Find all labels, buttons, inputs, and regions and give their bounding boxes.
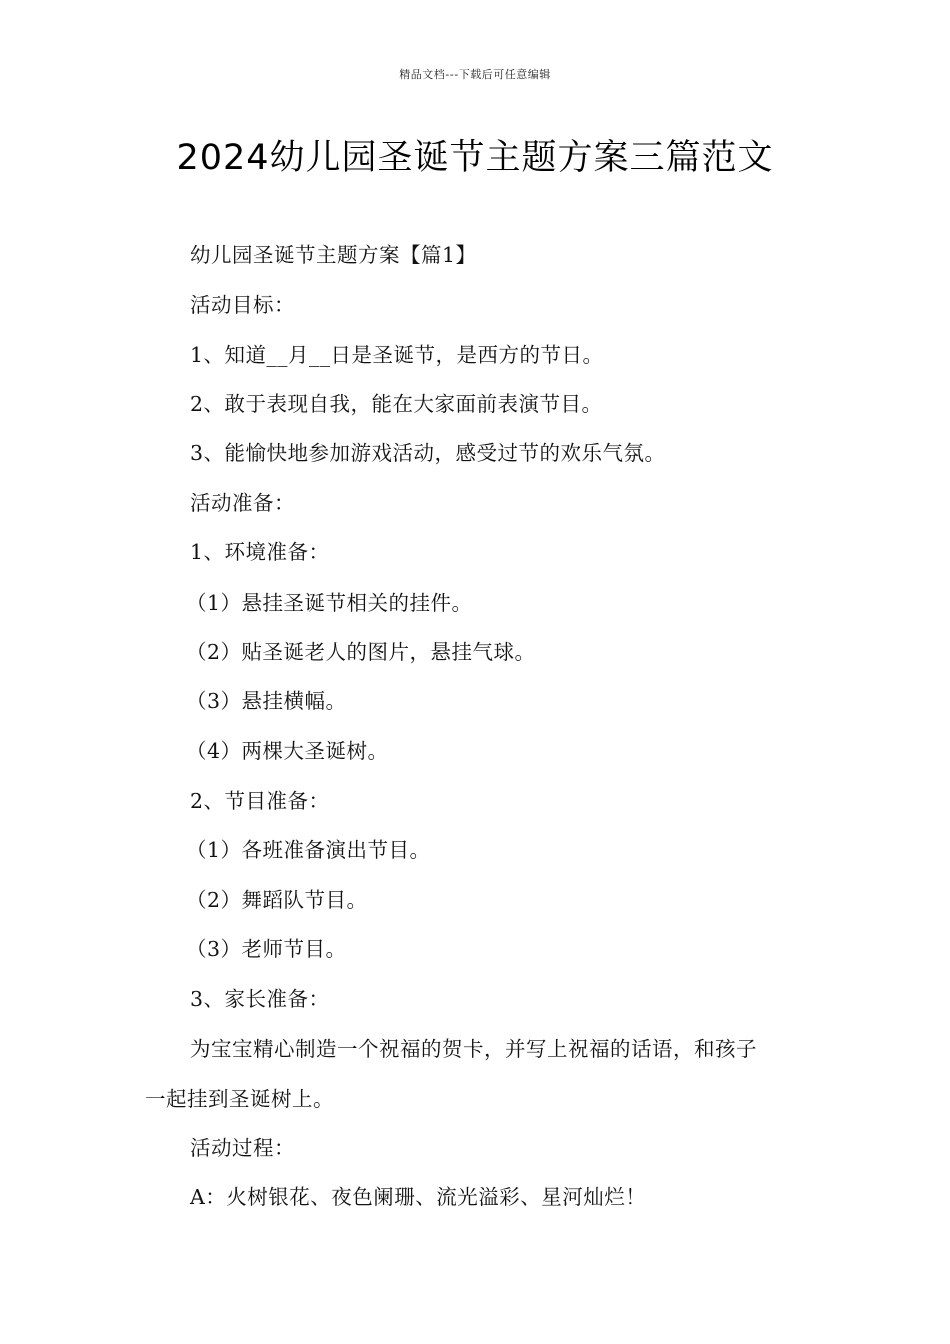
paragraph-line: 1、环境准备：: [190, 540, 330, 564]
paragraph-line: （2）舞蹈队节目。: [186, 888, 368, 912]
paragraph-line: （3）老师节目。: [186, 937, 347, 961]
paragraph-line: 活动目标：: [190, 293, 295, 317]
paragraph-line: 一起挂到圣诞树上。: [145, 1087, 334, 1111]
paragraph-line: （4）两棵大圣诞树。: [186, 739, 389, 763]
paragraph-line: 为宝宝精心制造一个祝福的贺卡，并写上祝福的话语，和孩子: [190, 1037, 757, 1061]
header-note: 精品文档---下载后可任意编辑: [399, 68, 551, 81]
paragraph-line: 3、能愉快地参加游戏活动，感受过节的欢乐气氛。: [190, 441, 666, 465]
paragraph-line: 2、敢于表现自我，能在大家面前表演节目。: [190, 392, 603, 416]
paragraph-line: 1、知道__月__日是圣诞节，是西方的节日。: [190, 343, 604, 367]
document-title: 2024幼儿园圣诞节主题方案三篇范文: [176, 138, 774, 178]
paragraph-line: A：火树银花、夜色阑珊、流光溢彩、星河灿烂！: [190, 1185, 647, 1209]
paragraph-line: 3、家长准备：: [190, 987, 330, 1011]
paragraph-line: （2）贴圣诞老人的图片，悬挂气球。: [186, 640, 536, 664]
paragraph-line: 2、节目准备：: [190, 789, 330, 813]
section-heading: 幼儿园圣诞节主题方案【篇1】: [190, 243, 477, 267]
paragraph-line: 活动准备：: [190, 491, 295, 515]
paragraph-line: 活动过程：: [190, 1136, 295, 1160]
paragraph-line: （3）悬挂横幅。: [186, 689, 347, 713]
paragraph-line: （1）各班准备演出节目。: [186, 838, 431, 862]
paragraph-line: （1）悬挂圣诞节相关的挂件。: [186, 591, 473, 615]
